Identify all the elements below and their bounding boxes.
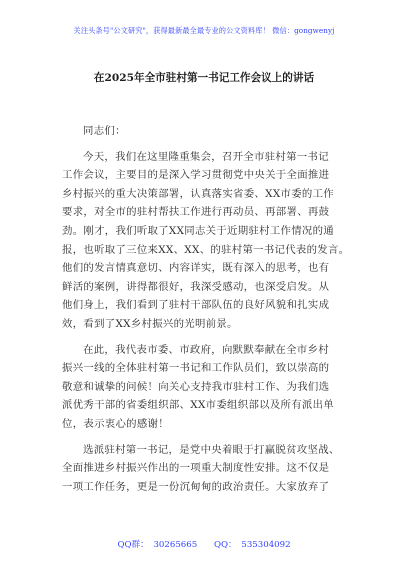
paragraph-line: 位，表示衷心的感谢！ <box>62 417 169 430</box>
paragraph-line: 振兴一线的全体驻村第一书记和工作队员们，致以崇高的 <box>62 362 330 375</box>
paragraph-line: 选派驻村第一书记，是党中央着眼于打赢脱贫攻坚战、 <box>83 443 340 456</box>
paragraph-line: 全面推进乡村振兴作出的一项重大制度性安排。这不仅是 <box>62 462 330 475</box>
header-banner[interactable]: 关注头条号"公文研究"，获得最新最全最专业的公文资料库！ 微信：gongwenyj <box>73 26 335 35</box>
footer-contacts <box>0 538 408 550</box>
paragraph-line: 要求，对全市的驻村帮扶工作进行再动员、再部署、再鼓 <box>62 206 330 219</box>
qq-contact-link[interactable]: QQ： 535304092 <box>213 540 291 550</box>
paragraph-2 <box>62 341 354 434</box>
paragraph-line: 报，也听取了三位来XX、XX、的驻村第一书记代表的发言。 <box>62 243 350 256</box>
document-title: 在2025年全市驻村第一书记工作会议上的讲话 <box>93 72 315 84</box>
qq-group-link[interactable]: QQ群： 30265665 <box>117 540 198 550</box>
paragraph-line: 乡村振兴的重大决策部署，认真落实省委、XX市委的工作 <box>62 187 334 200</box>
salutation: 同志们： <box>83 125 126 137</box>
paragraph-line: 今天，我们在这里隆重集会，召开全市驻村第一书记 <box>83 150 329 163</box>
paragraph-line: 劲。刚才，我们听取了XX同志关于近期驻村工作情况的通 <box>62 224 334 237</box>
paragraph-line: 他们身上，我们看到了驻村干部队伍的良好风貌和扎实成 <box>62 299 330 312</box>
paragraph-line: 工作会议，主要目的是深入学习贯彻党中央关于全面推进 <box>62 169 330 182</box>
paragraph-line: 派优秀干部的省委组织部、XX市委组织部以及所有派出单 <box>62 399 334 412</box>
paragraph-3 <box>62 441 354 497</box>
paragraph-line: 敬意和诚挚的问候！向关心支持我市驻村工作、为我们选 <box>62 380 330 393</box>
document-body <box>62 122 354 496</box>
paragraph-line: 一项工作任务，更是一份沉甸甸的政治责任。大家放弃了 <box>62 480 330 493</box>
paragraph-1 <box>62 148 354 334</box>
paragraph-line: 效，看到了XX乡村振兴的光明前景。 <box>62 317 238 330</box>
paragraph-line: 他们的发言情真意切、内容详实，既有深入的思考，也有 <box>62 262 330 275</box>
paragraph-line: 在此，我代表市委、市政府，向默默奉献在全市乡村 <box>83 343 329 356</box>
paragraph-line: 鲜活的案例，讲得都很好，我深受感动，也深受启发。从 <box>62 280 330 293</box>
